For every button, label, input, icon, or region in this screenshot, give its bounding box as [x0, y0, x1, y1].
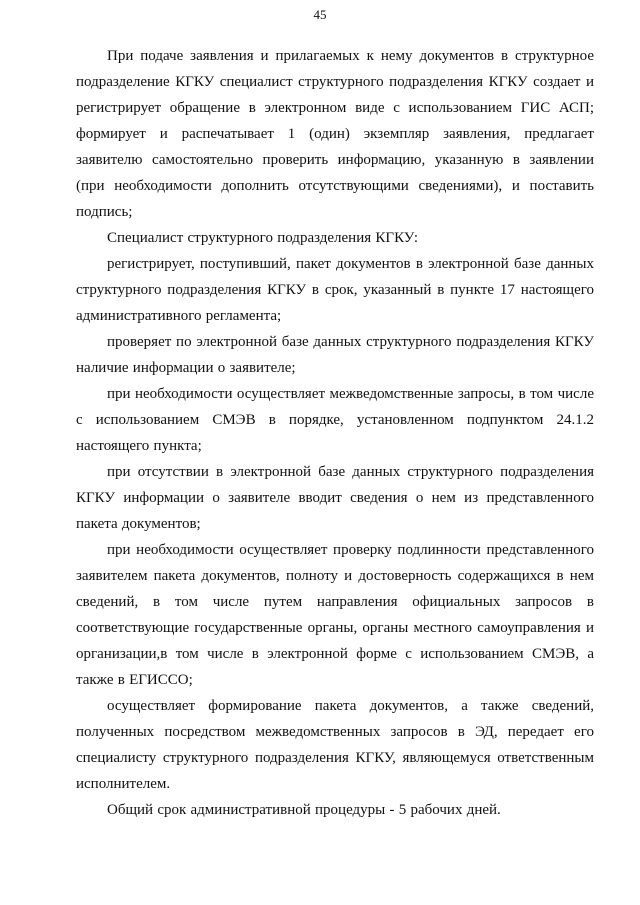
paragraph-total-duration: Общий срок административной процедуры - 5 рабочих дней. — [107, 802, 501, 818]
paragraph-registers: регистрирует, поступивший, пакет документов в электронной базе данных структурного подразделения КГКУ в срок, указанный в пункте 17 настоящего административного регламента; — [76, 256, 594, 324]
paragraph-submission: При подаче заявления и прилагаемых к нему документов в структурное подразделение КГКУ специалист структурного подразделения КГКУ создает и регистрирует обращение в электронном виде с использованием ГИС АСП; формирует и распечатывает 1 (один) экземпляр заявления, предлагает заявителю самостоятельно проверить информацию, указанную в заявлении (при необходимости дополнить отсутствующими сведениями), и поставить подпись; — [76, 48, 594, 220]
paragraph-interagency-requests: при необходимости осуществляет межведомственные запросы, в том числе с использованием СМЭВ в порядке, установленном подпунктом 24.1.2 настоящего пункта; — [76, 386, 594, 454]
paragraph-forms-package: осуществляет формирование пакета документов, а также сведений, полученных посредством межведомственных запросов в ЭД, передает его специалисту структурного подразделения КГКУ, являющемуся ответственным исполнителем. — [76, 698, 594, 792]
page-number: 45 — [313, 7, 327, 22]
paragraph-enters-information: при отсутствии в электронной базе данных структурного подразделения КГКУ информации о заявителе вводит сведения о нем из представленного пакета документов; — [76, 464, 594, 532]
paragraph-verifies-authenticity: при необходимости осуществляет проверку подлинности представленного заявителем пакета документов, полноту и достоверность содержащихся в нем сведений, в том числе путем направления официальных запросов в соответствующие государственные органы, органы местного самоуправления и организации,в том числе в электронной форме с использованием СМЭВ, а также в ЕГИССО; — [76, 542, 594, 688]
document-body — [76, 43, 594, 823]
paragraph-checks-database: проверяет по электронной базе данных структурного подразделения КГКУ наличие информации о заявителе; — [76, 334, 594, 376]
paragraph-specialist-heading: Специалист структурного подразделения КГКУ: — [107, 230, 418, 246]
